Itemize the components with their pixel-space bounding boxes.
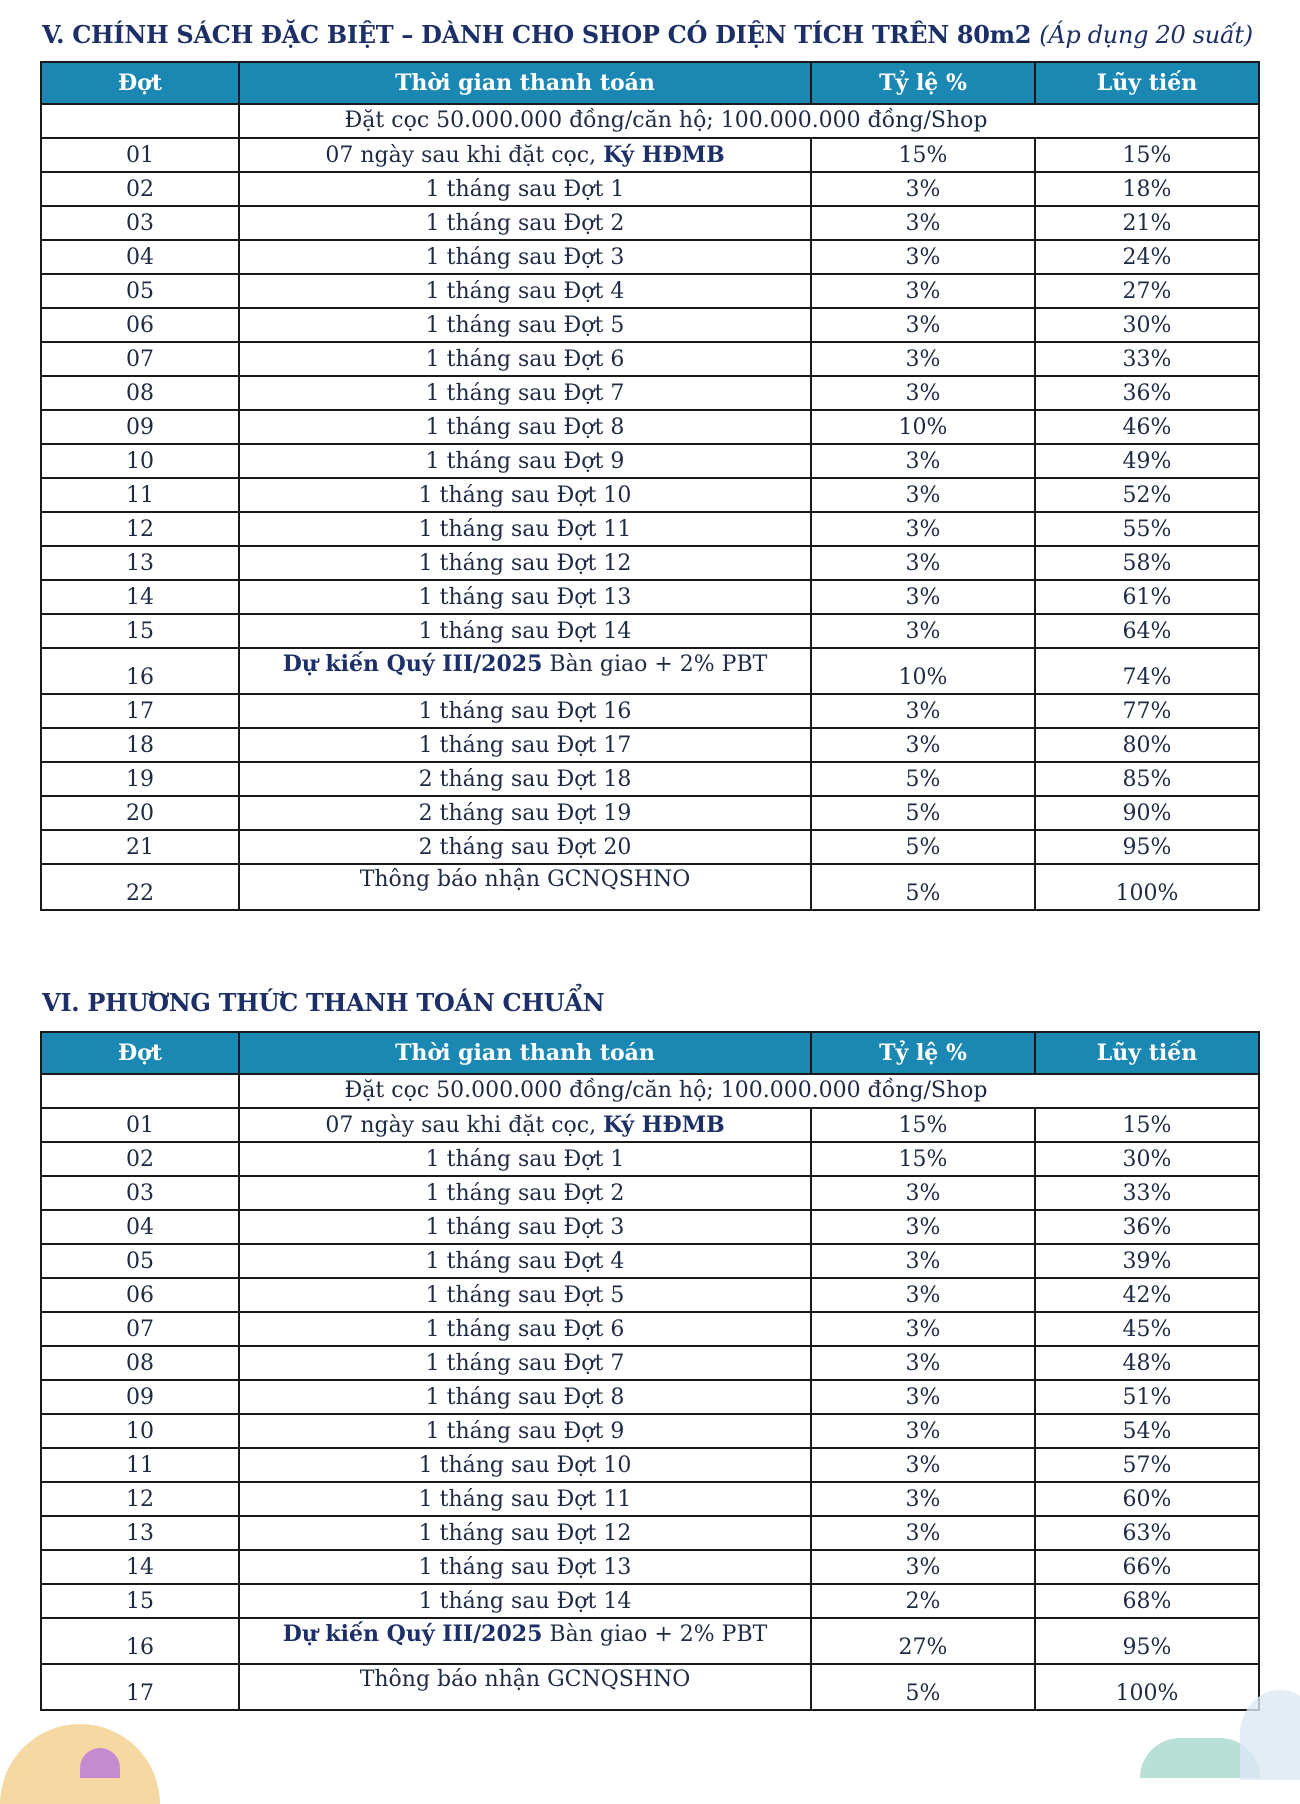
cumulative-cell: 58% (1035, 546, 1259, 580)
time-cell (239, 1176, 811, 1210)
payment-table-standard (40, 1031, 1260, 1711)
cumulative-cell: 68% (1035, 1584, 1259, 1618)
deposit-empty-cell (41, 1074, 239, 1108)
table-row (41, 1618, 1259, 1664)
dot-cell: 17 (41, 694, 239, 728)
rate-cell: 3% (811, 694, 1035, 728)
cumulative-cell: 33% (1035, 1176, 1259, 1210)
rate-cell: 3% (811, 478, 1035, 512)
table-row (41, 478, 1259, 512)
time-text: 1 tháng sau Đợt 13 (418, 1555, 632, 1580)
column-header-dot: Đợt (41, 1032, 239, 1074)
rate-cell: 15% (811, 1142, 1035, 1176)
dot-cell: 01 (41, 1108, 239, 1142)
rate-cell: 3% (811, 1346, 1035, 1380)
rate-cell: 3% (811, 444, 1035, 478)
time-cell (239, 614, 811, 648)
cumulative-cell: 33% (1035, 342, 1259, 376)
cumulative-cell: 45% (1035, 1312, 1259, 1346)
table-row (41, 444, 1259, 478)
dot-cell: 04 (41, 240, 239, 274)
column-header-time: Thời gian thanh toán (239, 62, 811, 104)
table-row (41, 1584, 1259, 1618)
time-cell (239, 1516, 811, 1550)
dot-cell: 22 (41, 864, 239, 910)
time-text: 1 tháng sau Đợt 6 (425, 1317, 625, 1342)
column-header-time: Thời gian thanh toán (239, 1032, 811, 1074)
dot-cell: 02 (41, 1142, 239, 1176)
time-cell (239, 206, 811, 240)
rate-cell: 3% (811, 1278, 1035, 1312)
table-row (41, 546, 1259, 580)
time-text: 2 tháng sau Đợt 20 (418, 835, 632, 860)
dot-cell: 09 (41, 1380, 239, 1414)
time-cell (239, 1482, 811, 1516)
table-row (41, 1176, 1259, 1210)
time-text: 1 tháng sau Đợt 1 (425, 1147, 625, 1172)
rate-cell: 3% (811, 240, 1035, 274)
dot-cell: 08 (41, 376, 239, 410)
time-cell (239, 138, 811, 172)
time-cell (239, 1278, 811, 1312)
table-row (41, 694, 1259, 728)
dot-cell: 15 (41, 1584, 239, 1618)
cumulative-cell: 27% (1035, 274, 1259, 308)
cumulative-cell: 63% (1035, 1516, 1259, 1550)
dot-cell: 11 (41, 478, 239, 512)
cumulative-cell: 24% (1035, 240, 1259, 274)
cumulative-cell: 42% (1035, 1278, 1259, 1312)
cumulative-cell: 46% (1035, 410, 1259, 444)
time-text: Bàn giao + 2% PBT (542, 1622, 768, 1647)
rate-cell: 3% (811, 1244, 1035, 1278)
time-cell (239, 1142, 811, 1176)
table-row (41, 1664, 1259, 1710)
rate-cell: 3% (811, 274, 1035, 308)
time-text: 1 tháng sau Đợt 2 (425, 211, 625, 236)
cumulative-cell: 39% (1035, 1244, 1259, 1278)
time-text: 1 tháng sau Đợt 3 (425, 1215, 625, 1240)
table-row (41, 1108, 1259, 1142)
rate-cell: 3% (811, 1448, 1035, 1482)
dot-cell: 10 (41, 1414, 239, 1448)
dot-cell: 21 (41, 830, 239, 864)
table-row (41, 1312, 1259, 1346)
table-header-row (41, 1032, 1259, 1074)
cumulative-cell: 15% (1035, 138, 1259, 172)
table-row (41, 1414, 1259, 1448)
time-cell (239, 308, 811, 342)
time-text: 1 tháng sau Đợt 12 (418, 551, 632, 576)
time-text: 1 tháng sau Đợt 11 (418, 1487, 632, 1512)
dot-cell: 11 (41, 1448, 239, 1482)
table-row (41, 1210, 1259, 1244)
time-text: Thông báo nhận GCNQSHNO (359, 867, 691, 892)
cumulative-cell: 18% (1035, 172, 1259, 206)
cumulative-cell: 77% (1035, 694, 1259, 728)
time-text: 1 tháng sau Đợt 1 (425, 177, 625, 202)
rate-cell: 3% (811, 342, 1035, 376)
rate-cell: 3% (811, 580, 1035, 614)
time-text: 1 tháng sau Đợt 11 (418, 517, 632, 542)
table-row (41, 580, 1259, 614)
time-cell (239, 728, 811, 762)
column-header-cumulative: Lũy tiến (1035, 62, 1259, 104)
time-cell (239, 694, 811, 728)
time-cell (239, 830, 811, 864)
time-text: Bàn giao + 2% PBT (542, 652, 768, 677)
table-row (41, 648, 1259, 694)
time-cell (239, 648, 811, 694)
deposit-row (41, 1074, 1259, 1108)
dot-cell: 02 (41, 172, 239, 206)
dot-cell: 05 (41, 1244, 239, 1278)
rate-cell: 3% (811, 1312, 1035, 1346)
rate-cell: 3% (811, 1380, 1035, 1414)
time-cell (239, 1414, 811, 1448)
time-cell (239, 1210, 811, 1244)
cumulative-cell: 64% (1035, 614, 1259, 648)
dot-cell: 14 (41, 580, 239, 614)
table-row (41, 1550, 1259, 1584)
time-cell (239, 1664, 811, 1710)
rate-cell: 10% (811, 410, 1035, 444)
table-row (41, 1448, 1259, 1482)
time-cell (239, 1584, 811, 1618)
table-row (41, 762, 1259, 796)
cumulative-cell: 51% (1035, 1380, 1259, 1414)
table-header-row (41, 62, 1259, 104)
cumulative-cell: 55% (1035, 512, 1259, 546)
time-text: 1 tháng sau Đợt 8 (425, 415, 625, 440)
time-text: 1 tháng sau Đợt 9 (425, 1419, 625, 1444)
rate-cell: 3% (811, 1550, 1035, 1584)
time-text: 1 tháng sau Đợt 6 (425, 347, 625, 372)
time-cell (239, 444, 811, 478)
table-row (41, 376, 1259, 410)
time-text: 1 tháng sau Đợt 13 (418, 585, 632, 610)
time-text: 2 tháng sau Đợt 18 (418, 767, 632, 792)
cumulative-cell: 49% (1035, 444, 1259, 478)
cumulative-cell: 30% (1035, 1142, 1259, 1176)
table-row (41, 240, 1259, 274)
table-row (41, 512, 1259, 546)
rate-cell: 5% (811, 1664, 1035, 1710)
time-emphasis: Dự kiến Quý III/2025 (282, 1621, 543, 1647)
time-cell (239, 1448, 811, 1482)
rate-cell: 5% (811, 796, 1035, 830)
table-row (41, 342, 1259, 376)
table-row (41, 1244, 1259, 1278)
table-row (41, 308, 1259, 342)
dot-cell: 04 (41, 1210, 239, 1244)
cumulative-cell: 15% (1035, 1108, 1259, 1142)
time-cell (239, 342, 811, 376)
time-cell (239, 1346, 811, 1380)
dot-cell: 07 (41, 342, 239, 376)
cumulative-cell: 60% (1035, 1482, 1259, 1516)
time-text: 1 tháng sau Đợt 10 (418, 1453, 632, 1478)
cumulative-cell: 52% (1035, 478, 1259, 512)
cumulative-cell: 21% (1035, 206, 1259, 240)
cumulative-cell: 36% (1035, 1210, 1259, 1244)
time-text: 1 tháng sau Đợt 4 (425, 279, 625, 304)
dot-cell: 05 (41, 274, 239, 308)
deposit-empty-cell (41, 104, 239, 138)
column-header-rate: Tỷ lệ % (811, 1032, 1035, 1074)
time-cell (239, 1108, 811, 1142)
dot-cell: 01 (41, 138, 239, 172)
payment-table-special (40, 61, 1260, 911)
rate-cell: 3% (811, 376, 1035, 410)
dot-cell: 10 (41, 444, 239, 478)
rate-cell: 3% (811, 728, 1035, 762)
dot-cell: 17 (41, 1664, 239, 1710)
time-cell (239, 274, 811, 308)
time-cell (239, 546, 811, 580)
column-header-dot: Đợt (41, 62, 239, 104)
time-cell (239, 762, 811, 796)
rate-cell: 5% (811, 762, 1035, 796)
cumulative-cell: 90% (1035, 796, 1259, 830)
time-cell (239, 410, 811, 444)
dot-cell: 14 (41, 1550, 239, 1584)
table-row (41, 728, 1259, 762)
rate-cell: 5% (811, 864, 1035, 910)
dot-cell: 03 (41, 1176, 239, 1210)
dot-cell: 20 (41, 796, 239, 830)
time-cell (239, 1244, 811, 1278)
rate-cell: 3% (811, 1176, 1035, 1210)
rate-cell: 3% (811, 206, 1035, 240)
dot-cell: 13 (41, 546, 239, 580)
table-row (41, 1142, 1259, 1176)
section-v-note: (Áp dụng 20 suất) (1039, 21, 1253, 49)
dot-cell: 16 (41, 1618, 239, 1664)
cumulative-cell: 57% (1035, 1448, 1259, 1482)
table-row (41, 172, 1259, 206)
section-v-heading: V. CHÍNH SÁCH ĐẶC BIỆT – DÀNH CHO SHOP CÓ DIỆN TÍCH TRÊN 80m2 (42, 20, 1032, 49)
time-cell (239, 172, 811, 206)
time-text: 1 tháng sau Đợt 9 (425, 449, 625, 474)
table-row (41, 138, 1259, 172)
cumulative-cell: 95% (1035, 1618, 1259, 1664)
time-text: 1 tháng sau Đợt 2 (425, 1181, 625, 1206)
section-vi-title: VI. PHƯƠNG THỨC THANH TOÁN CHUẨN (42, 988, 605, 1017)
table-row (41, 1482, 1259, 1516)
deposit-cell: Đặt cọc 50.000.000 đồng/căn hộ; 100.000.000 đồng/Shop (239, 1074, 1259, 1108)
cumulative-cell: 85% (1035, 762, 1259, 796)
time-cell (239, 240, 811, 274)
rate-cell: 2% (811, 1584, 1035, 1618)
column-header-cumulative: Lũy tiến (1035, 1032, 1259, 1074)
rate-cell: 3% (811, 1210, 1035, 1244)
cumulative-cell: 74% (1035, 648, 1259, 694)
rate-cell: 3% (811, 512, 1035, 546)
time-text: 1 tháng sau Đợt 8 (425, 1385, 625, 1410)
table-row (41, 830, 1259, 864)
time-text: 1 tháng sau Đợt 14 (418, 619, 632, 644)
dot-cell: 12 (41, 512, 239, 546)
cumulative-cell: 66% (1035, 1550, 1259, 1584)
dot-cell: 08 (41, 1346, 239, 1380)
time-emphasis: Ký HĐMB (603, 142, 725, 168)
time-text: 1 tháng sau Đợt 12 (418, 1521, 632, 1546)
deposit-row (41, 104, 1259, 138)
table-row (41, 410, 1259, 444)
dot-cell: 07 (41, 1312, 239, 1346)
rate-cell: 3% (811, 308, 1035, 342)
time-emphasis: Dự kiến Quý III/2025 (282, 651, 543, 677)
dot-cell: 06 (41, 1278, 239, 1312)
table-row (41, 864, 1259, 910)
rate-cell: 10% (811, 648, 1035, 694)
time-text: 2 tháng sau Đợt 19 (418, 801, 632, 826)
rate-cell: 27% (811, 1618, 1035, 1664)
dot-cell: 19 (41, 762, 239, 796)
cumulative-cell: 36% (1035, 376, 1259, 410)
section-v-title (42, 20, 1253, 49)
time-text: 1 tháng sau Đợt 3 (425, 245, 625, 270)
time-text: 1 tháng sau Đợt 17 (418, 733, 632, 758)
rate-cell: 15% (811, 1108, 1035, 1142)
table-row (41, 614, 1259, 648)
dot-cell: 18 (41, 728, 239, 762)
time-text: 07 ngày sau khi đặt cọc, (325, 143, 604, 168)
dot-cell: 15 (41, 614, 239, 648)
rate-cell: 5% (811, 830, 1035, 864)
cumulative-cell: 80% (1035, 728, 1259, 762)
time-text: 1 tháng sau Đợt 10 (418, 483, 632, 508)
time-text: 1 tháng sau Đợt 5 (425, 1283, 625, 1308)
time-text: 1 tháng sau Đợt 5 (425, 313, 625, 338)
table-row (41, 1346, 1259, 1380)
rate-cell: 3% (811, 546, 1035, 580)
time-cell (239, 1312, 811, 1346)
time-text: 1 tháng sau Đợt 7 (425, 381, 625, 406)
table-row (41, 1516, 1259, 1550)
rate-cell: 3% (811, 1516, 1035, 1550)
cumulative-cell: 100% (1035, 1664, 1259, 1710)
dot-cell: 06 (41, 308, 239, 342)
time-cell (239, 796, 811, 830)
cumulative-cell: 95% (1035, 830, 1259, 864)
deposit-cell: Đặt cọc 50.000.000 đồng/căn hộ; 100.000.000 đồng/Shop (239, 104, 1259, 138)
dot-cell: 03 (41, 206, 239, 240)
time-cell (239, 1550, 811, 1584)
time-cell (239, 1380, 811, 1414)
time-text: 1 tháng sau Đợt 16 (418, 699, 632, 724)
time-cell (239, 376, 811, 410)
cumulative-cell: 30% (1035, 308, 1259, 342)
dot-cell: 12 (41, 1482, 239, 1516)
time-text: 1 tháng sau Đợt 7 (425, 1351, 625, 1376)
time-cell (239, 1618, 811, 1664)
table-row (41, 1380, 1259, 1414)
table-row (41, 274, 1259, 308)
rate-cell: 3% (811, 1482, 1035, 1516)
time-text: 07 ngày sau khi đặt cọc, (325, 1113, 604, 1138)
table-row (41, 206, 1259, 240)
rate-cell: 3% (811, 1414, 1035, 1448)
table-row (41, 1278, 1259, 1312)
cumulative-cell: 100% (1035, 864, 1259, 910)
rate-cell: 3% (811, 614, 1035, 648)
rate-cell: 15% (811, 138, 1035, 172)
time-cell (239, 580, 811, 614)
time-text: 1 tháng sau Đợt 14 (418, 1589, 632, 1614)
time-cell (239, 512, 811, 546)
rate-cell: 3% (811, 172, 1035, 206)
dot-cell: 09 (41, 410, 239, 444)
time-cell (239, 478, 811, 512)
time-emphasis: Ký HĐMB (603, 1112, 725, 1138)
dot-cell: 13 (41, 1516, 239, 1550)
cumulative-cell: 54% (1035, 1414, 1259, 1448)
cumulative-cell: 48% (1035, 1346, 1259, 1380)
time-text: Thông báo nhận GCNQSHNO (359, 1667, 691, 1692)
dot-cell: 16 (41, 648, 239, 694)
cumulative-cell: 61% (1035, 580, 1259, 614)
time-cell (239, 864, 811, 910)
column-header-rate: Tỷ lệ % (811, 62, 1035, 104)
time-text: 1 tháng sau Đợt 4 (425, 1249, 625, 1274)
table-row (41, 796, 1259, 830)
